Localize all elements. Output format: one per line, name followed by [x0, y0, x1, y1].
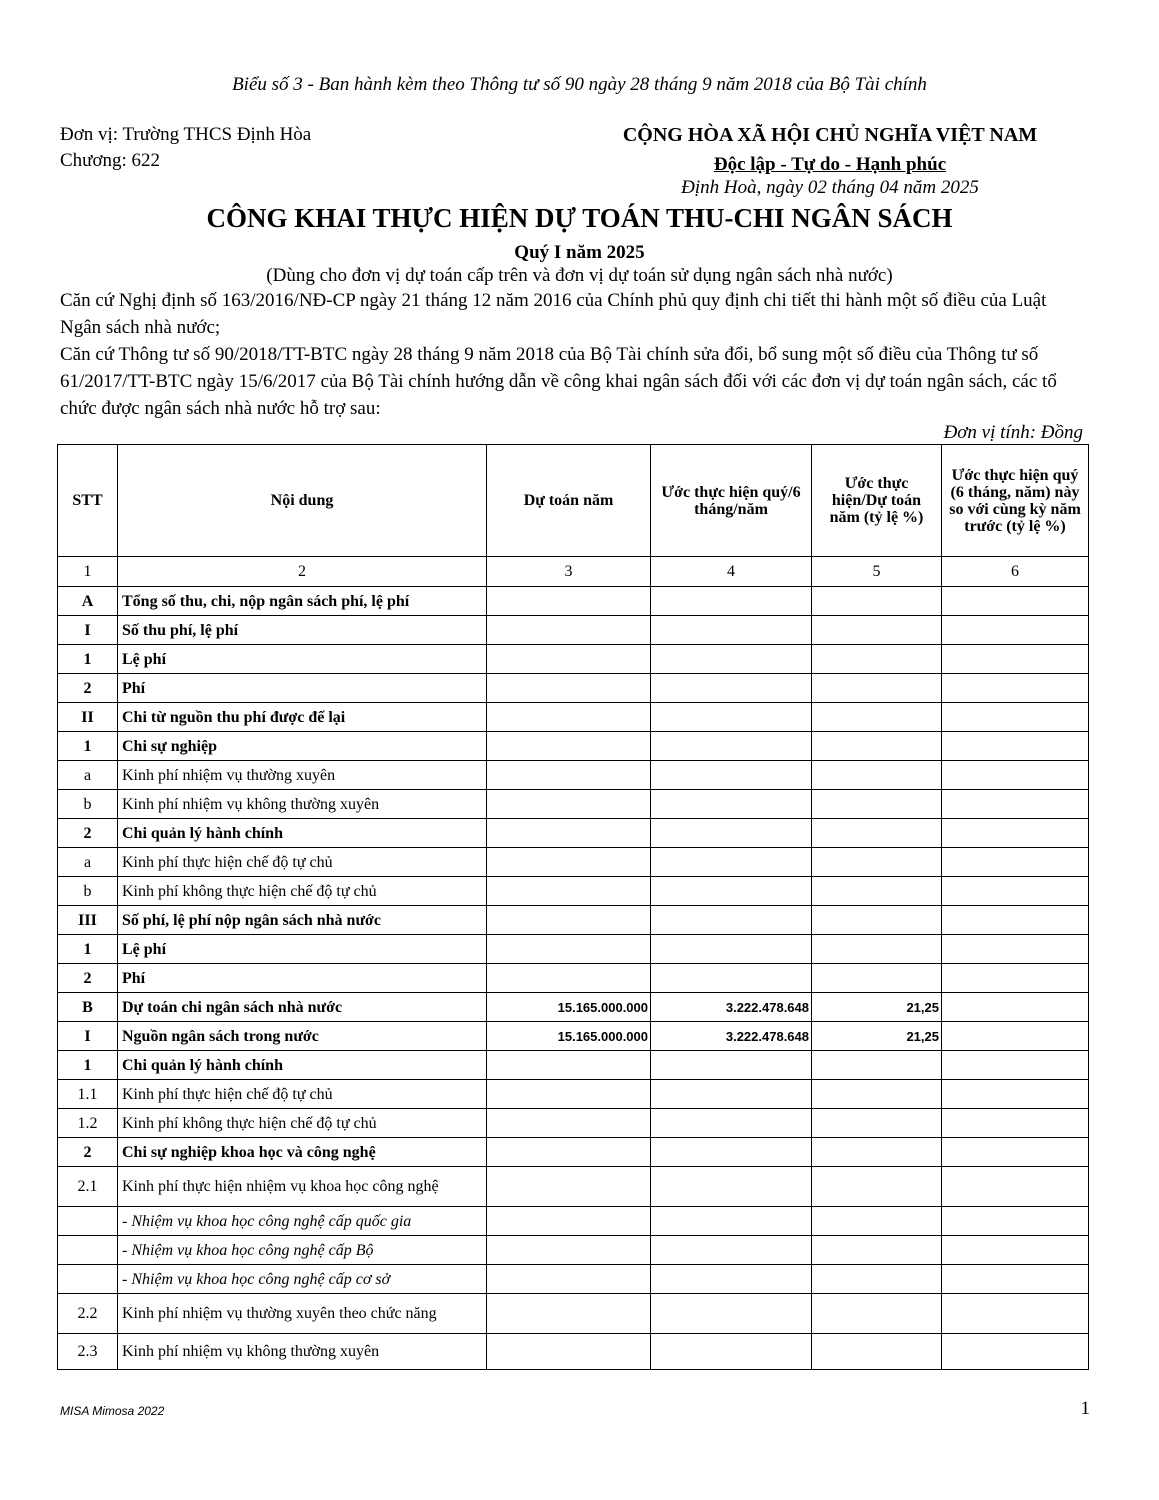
row-annual-estimate: 15.165.000.000	[487, 993, 651, 1022]
table-row	[58, 1294, 1089, 1334]
row-estimated-execution	[651, 732, 812, 761]
row-annual-estimate	[487, 935, 651, 964]
row-execution-ratio	[812, 1207, 942, 1236]
row-stt: 2.2	[58, 1294, 118, 1334]
national-motto: Độc lập - Tự do - Hạnh phúc	[713, 154, 947, 175]
nation-heading: CỘNG HÒA XÃ HỘI CHỦ NGHĨA VIỆT NAM	[622, 124, 1038, 146]
table-row	[58, 1334, 1089, 1370]
row-content: Chi sự nghiệp	[118, 732, 487, 761]
row-execution-ratio	[812, 645, 942, 674]
row-yoy-ratio	[942, 1051, 1089, 1080]
row-yoy-ratio	[942, 1207, 1089, 1236]
column-index-row	[58, 557, 1089, 587]
row-yoy-ratio	[942, 587, 1089, 616]
row-content: Tổng số thu, chi, nộp ngân sách phí, lệ phí	[118, 587, 487, 616]
table-row	[58, 993, 1089, 1022]
table-row	[58, 1022, 1089, 1051]
row-yoy-ratio	[942, 877, 1089, 906]
table-row	[58, 819, 1089, 848]
row-stt: a	[58, 848, 118, 877]
row-execution-ratio: 21,25	[812, 1022, 942, 1051]
row-yoy-ratio	[942, 1022, 1089, 1051]
row-estimated-execution	[651, 1207, 812, 1236]
row-content: - Nhiệm vụ khoa học công nghệ cấp quốc gia	[118, 1207, 487, 1236]
table-row	[58, 1167, 1089, 1207]
table-row	[58, 1138, 1089, 1167]
row-estimated-execution	[651, 1334, 812, 1370]
row-estimated-execution	[651, 674, 812, 703]
row-annual-estimate	[487, 1051, 651, 1080]
row-execution-ratio	[812, 1138, 942, 1167]
table-row	[58, 1207, 1089, 1236]
row-stt: 1	[58, 732, 118, 761]
row-content: Kinh phí không thực hiện chế độ tự chủ	[118, 1109, 487, 1138]
row-stt: 1	[58, 935, 118, 964]
row-content: Kinh phí thực hiện chế độ tự chủ	[118, 1080, 487, 1109]
table-row	[58, 1051, 1089, 1080]
budget-table	[57, 444, 1089, 1370]
row-estimated-execution	[651, 1138, 812, 1167]
row-execution-ratio	[812, 935, 942, 964]
row-execution-ratio	[812, 732, 942, 761]
row-yoy-ratio	[942, 964, 1089, 993]
table-row	[58, 732, 1089, 761]
currency-unit: Đơn vị tính: Đồng	[943, 422, 1083, 443]
row-content: Nguồn ngân sách trong nước	[118, 1022, 487, 1051]
row-stt: 1.2	[58, 1109, 118, 1138]
row-stt: 1	[58, 1051, 118, 1080]
table-body	[58, 587, 1089, 1370]
row-yoy-ratio	[942, 1294, 1089, 1334]
row-content: Dự toán chi ngân sách nhà nước	[118, 993, 487, 1022]
table-row	[58, 877, 1089, 906]
row-content: Kinh phí nhiệm vụ thường xuyên	[118, 761, 487, 790]
row-annual-estimate	[487, 964, 651, 993]
row-stt: I	[58, 616, 118, 645]
table-row	[58, 674, 1089, 703]
row-execution-ratio	[812, 1080, 942, 1109]
row-yoy-ratio	[942, 935, 1089, 964]
legal-basis-1: Căn cứ Nghị định số 163/2016/NĐ-CP ngày 21 tháng 12 năm 2016 của Chính phủ quy định chi tiết thi hành một số điều của Luật Ngân sách nhà nước;	[60, 290, 1047, 338]
row-yoy-ratio	[942, 1236, 1089, 1265]
row-annual-estimate	[487, 790, 651, 819]
row-execution-ratio	[812, 1236, 942, 1265]
col-header-annual-estimate: Dự toán năm	[487, 445, 651, 557]
col-index: 3	[487, 557, 651, 587]
row-yoy-ratio	[942, 703, 1089, 732]
row-stt	[58, 1265, 118, 1294]
row-annual-estimate	[487, 674, 651, 703]
row-annual-estimate	[487, 1294, 651, 1334]
col-index: 2	[118, 557, 487, 587]
row-annual-estimate	[487, 1167, 651, 1207]
row-stt: II	[58, 703, 118, 732]
row-estimated-execution	[651, 790, 812, 819]
row-estimated-execution	[651, 1109, 812, 1138]
row-estimated-execution	[651, 848, 812, 877]
row-yoy-ratio	[942, 616, 1089, 645]
row-estimated-execution: 3.222.478.648	[651, 993, 812, 1022]
row-execution-ratio	[812, 1334, 942, 1370]
row-estimated-execution	[651, 645, 812, 674]
col-header-yoy-ratio: Ước thực hiện quý (6 tháng, năm) này so với cùng kỳ năm trước (tỷ lệ %)	[942, 445, 1089, 557]
legal-basis-2: Căn cứ Thông tư số 90/2018/TT-BTC ngày 28 tháng 9 năm 2018 của Bộ Tài chính sửa đổi, bổ sung một số điều của Thông tư số 61/2017/TT-BTC ngày 15/6/2017 của Bộ Tài chính hướng dẫn về công khai ngân sách đối với các đơn vị dự toán ngân sách, các tổ chức được ngân sách nhà nước hỗ trợ sau:	[60, 344, 1057, 419]
row-yoy-ratio	[942, 993, 1089, 1022]
row-stt: III	[58, 906, 118, 935]
table-header-row	[58, 445, 1089, 557]
unit-block	[60, 122, 311, 174]
row-execution-ratio	[812, 616, 942, 645]
row-estimated-execution	[651, 1051, 812, 1080]
row-yoy-ratio	[942, 790, 1089, 819]
row-yoy-ratio	[942, 819, 1089, 848]
table-row	[58, 761, 1089, 790]
row-stt: I	[58, 1022, 118, 1051]
row-content: Kinh phí nhiệm vụ không thường xuyên	[118, 1334, 487, 1370]
row-estimated-execution	[651, 703, 812, 732]
row-content: Chi sự nghiệp khoa học và công nghệ	[118, 1138, 487, 1167]
row-execution-ratio	[812, 1109, 942, 1138]
row-content: Lệ phí	[118, 645, 487, 674]
page-number: 1	[1080, 1398, 1090, 1419]
row-estimated-execution	[651, 964, 812, 993]
row-yoy-ratio	[942, 1080, 1089, 1109]
row-content: Kinh phí thực hiện chế độ tự chủ	[118, 848, 487, 877]
row-execution-ratio	[812, 877, 942, 906]
document-title: CÔNG KHAI THỰC HIỆN DỰ TOÁN THU-CHI NGÂN SÁCH	[206, 203, 953, 233]
row-content: - Nhiệm vụ khoa học công nghệ cấp Bộ	[118, 1236, 487, 1265]
row-estimated-execution	[651, 761, 812, 790]
row-content: - Nhiệm vụ khoa học công nghệ cấp cơ sở	[118, 1265, 487, 1294]
row-stt: 1.1	[58, 1080, 118, 1109]
row-annual-estimate: 15.165.000.000	[487, 1022, 651, 1051]
row-annual-estimate	[487, 906, 651, 935]
row-stt: b	[58, 877, 118, 906]
row-yoy-ratio	[942, 645, 1089, 674]
row-yoy-ratio	[942, 732, 1089, 761]
row-annual-estimate	[487, 1080, 651, 1109]
row-execution-ratio	[812, 674, 942, 703]
row-annual-estimate	[487, 877, 651, 906]
col-header-content: Nội dung	[118, 445, 487, 557]
report-period: Quý I năm 2025	[514, 242, 645, 263]
col-header-execution-ratio: Ước thực hiện/Dự toán năm (tỷ lệ %)	[812, 445, 942, 557]
row-execution-ratio	[812, 587, 942, 616]
row-content: Kinh phí nhiệm vụ không thường xuyên	[118, 790, 487, 819]
row-content: Kinh phí thực hiện nhiệm vụ khoa học công nghệ	[118, 1167, 487, 1207]
row-execution-ratio	[812, 761, 942, 790]
row-execution-ratio	[812, 848, 942, 877]
row-execution-ratio	[812, 1294, 942, 1334]
col-index: 5	[812, 557, 942, 587]
row-yoy-ratio	[942, 1334, 1089, 1370]
row-annual-estimate	[487, 1265, 651, 1294]
row-annual-estimate	[487, 616, 651, 645]
row-estimated-execution	[651, 1080, 812, 1109]
row-estimated-execution	[651, 1294, 812, 1334]
row-annual-estimate	[487, 1334, 651, 1370]
col-header-estimated-execution: Ước thực hiện quý/6 tháng/năm	[651, 445, 812, 557]
row-stt: 2	[58, 1138, 118, 1167]
col-index: 6	[942, 557, 1089, 587]
row-estimated-execution: 3.222.478.648	[651, 1022, 812, 1051]
row-content: Kinh phí nhiệm vụ thường xuyên theo chức năng	[118, 1294, 487, 1334]
row-content: Kinh phí không thực hiện chế độ tự chủ	[118, 877, 487, 906]
row-content: Chi từ nguồn thu phí được để lại	[118, 703, 487, 732]
row-stt: A	[58, 587, 118, 616]
row-content: Phí	[118, 964, 487, 993]
row-execution-ratio	[812, 1051, 942, 1080]
row-stt: 2	[58, 674, 118, 703]
dateline: Định Hoà, ngày 02 tháng 04 năm 2025	[681, 177, 979, 198]
row-execution-ratio	[812, 906, 942, 935]
row-content: Số thu phí, lệ phí	[118, 616, 487, 645]
row-yoy-ratio	[942, 761, 1089, 790]
col-index: 4	[651, 557, 812, 587]
row-execution-ratio	[812, 790, 942, 819]
row-execution-ratio: 21,25	[812, 993, 942, 1022]
row-stt: 2	[58, 819, 118, 848]
row-annual-estimate	[487, 761, 651, 790]
row-stt: a	[58, 761, 118, 790]
row-annual-estimate	[487, 1236, 651, 1265]
table-row	[58, 703, 1089, 732]
row-annual-estimate	[487, 819, 651, 848]
row-execution-ratio	[812, 819, 942, 848]
row-stt	[58, 1236, 118, 1265]
table-row	[58, 1080, 1089, 1109]
form-reference-note: Biểu số 3 - Ban hành kèm theo Thông tư số 90 ngày 28 tháng 9 năm 2018 của Bộ Tài chính	[232, 74, 927, 95]
row-content: Chi quản lý hành chính	[118, 819, 487, 848]
row-stt: 2	[58, 964, 118, 993]
table-row	[58, 1236, 1089, 1265]
table-row	[58, 616, 1089, 645]
row-annual-estimate	[487, 1109, 651, 1138]
table-row	[58, 1109, 1089, 1138]
row-annual-estimate	[487, 703, 651, 732]
row-execution-ratio	[812, 1167, 942, 1207]
row-yoy-ratio	[942, 906, 1089, 935]
row-estimated-execution	[651, 819, 812, 848]
row-yoy-ratio	[942, 1265, 1089, 1294]
row-annual-estimate	[487, 848, 651, 877]
row-stt: 2.3	[58, 1334, 118, 1370]
row-execution-ratio	[812, 703, 942, 732]
row-stt: 1	[58, 645, 118, 674]
table-row	[58, 848, 1089, 877]
row-execution-ratio	[812, 1265, 942, 1294]
table-row	[58, 935, 1089, 964]
software-footer: MISA Mimosa 2022	[60, 1404, 165, 1418]
row-stt: B	[58, 993, 118, 1022]
col-index: 1	[58, 557, 118, 587]
table-row	[58, 587, 1089, 616]
row-content: Số phí, lệ phí nộp ngân sách nhà nước	[118, 906, 487, 935]
col-header-stt: STT	[58, 445, 118, 557]
row-content: Chi quản lý hành chính	[118, 1051, 487, 1080]
row-execution-ratio	[812, 964, 942, 993]
row-stt	[58, 1207, 118, 1236]
row-estimated-execution	[651, 1265, 812, 1294]
row-yoy-ratio	[942, 674, 1089, 703]
row-yoy-ratio	[942, 1109, 1089, 1138]
row-estimated-execution	[651, 1236, 812, 1265]
row-annual-estimate	[487, 1207, 651, 1236]
row-estimated-execution	[651, 935, 812, 964]
chapter-code: Chương: 622	[60, 150, 161, 171]
row-annual-estimate	[487, 587, 651, 616]
row-yoy-ratio	[942, 1167, 1089, 1207]
row-annual-estimate	[487, 732, 651, 761]
table-row	[58, 1265, 1089, 1294]
table-row	[58, 964, 1089, 993]
table-row	[58, 790, 1089, 819]
row-estimated-execution	[651, 587, 812, 616]
row-stt: b	[58, 790, 118, 819]
row-estimated-execution	[651, 877, 812, 906]
row-annual-estimate	[487, 645, 651, 674]
row-stt: 2.1	[58, 1167, 118, 1207]
row-annual-estimate	[487, 1138, 651, 1167]
row-content: Phí	[118, 674, 487, 703]
row-estimated-execution	[651, 1167, 812, 1207]
unit-name: Đơn vị: Trường THCS Định Hòa	[60, 124, 312, 145]
row-content: Lệ phí	[118, 935, 487, 964]
row-yoy-ratio	[942, 848, 1089, 877]
row-estimated-execution	[651, 906, 812, 935]
row-yoy-ratio	[942, 1138, 1089, 1167]
table-row	[58, 906, 1089, 935]
usage-note: (Dùng cho đơn vị dự toán cấp trên và đơn vị dự toán sử dụng ngân sách nhà nước)	[266, 265, 893, 286]
row-estimated-execution	[651, 616, 812, 645]
table-row	[58, 645, 1089, 674]
